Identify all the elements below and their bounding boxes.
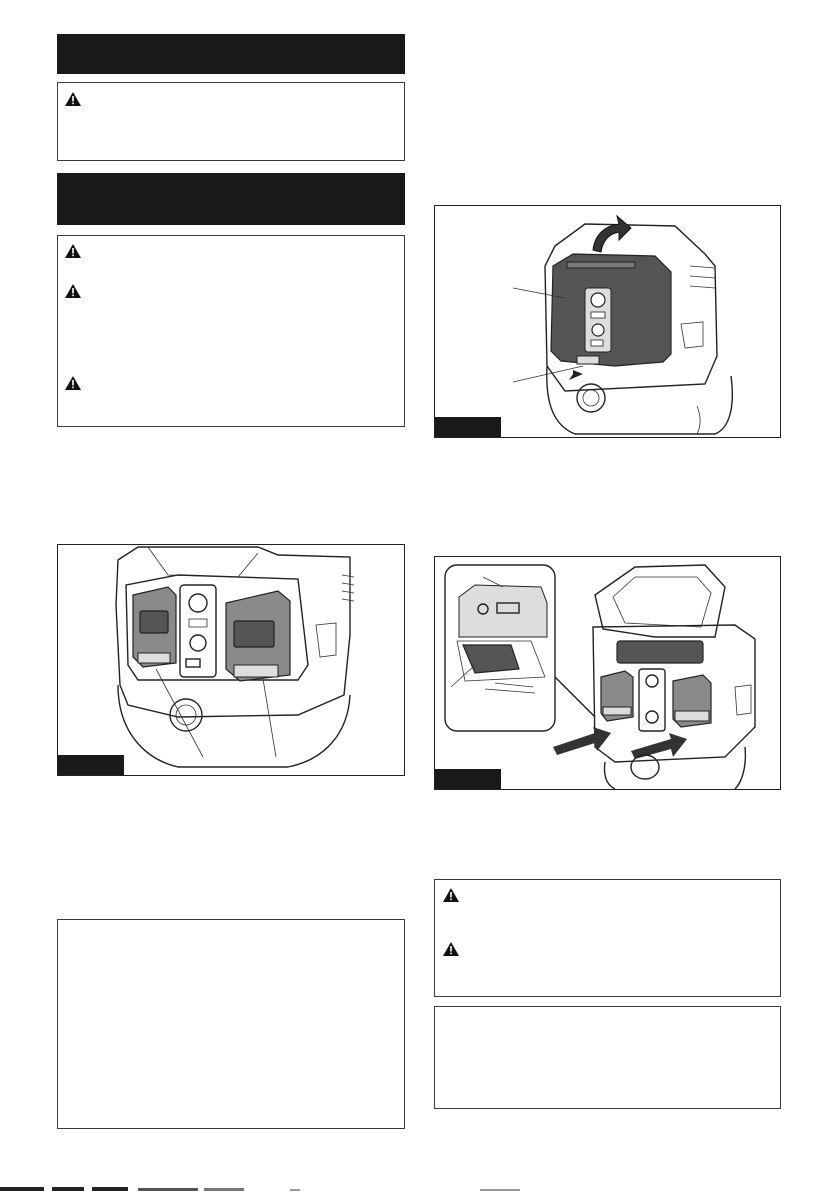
note-box: [57, 919, 405, 1129]
arrow-icon: [631, 733, 687, 759]
vacuum-illustration: [435, 206, 780, 437]
figure-label-tab: [58, 755, 124, 775]
arrow-icon: [593, 216, 631, 252]
warning-triangle-icon: [65, 92, 81, 106]
warning-triangle-icon: [65, 244, 81, 258]
warning-triangle-icon: [443, 942, 459, 956]
warning-box: [434, 879, 781, 997]
figure-label-tab: [435, 417, 501, 437]
note-box: [434, 1006, 781, 1109]
figure-battery-cover: [434, 205, 781, 438]
warning-box: [57, 82, 405, 161]
vacuum-illustration: [435, 557, 780, 789]
section-heading-bar: [57, 34, 405, 74]
section-heading-bar: [57, 173, 405, 225]
warning-box: [57, 235, 405, 427]
footer-strip: [0, 1186, 840, 1192]
figure-battery-insert: [434, 556, 781, 790]
warning-triangle-icon: [65, 376, 81, 390]
arrow-icon: [553, 727, 611, 755]
battery-left: [133, 587, 176, 667]
figure-label-tab: [435, 769, 501, 789]
arrow-icon: [569, 370, 583, 380]
figure-battery-slots: [57, 544, 405, 776]
vacuum-illustration: [58, 545, 404, 775]
warning-triangle-icon: [65, 284, 81, 298]
warning-triangle-icon: [443, 888, 459, 902]
battery-right: [226, 591, 290, 681]
